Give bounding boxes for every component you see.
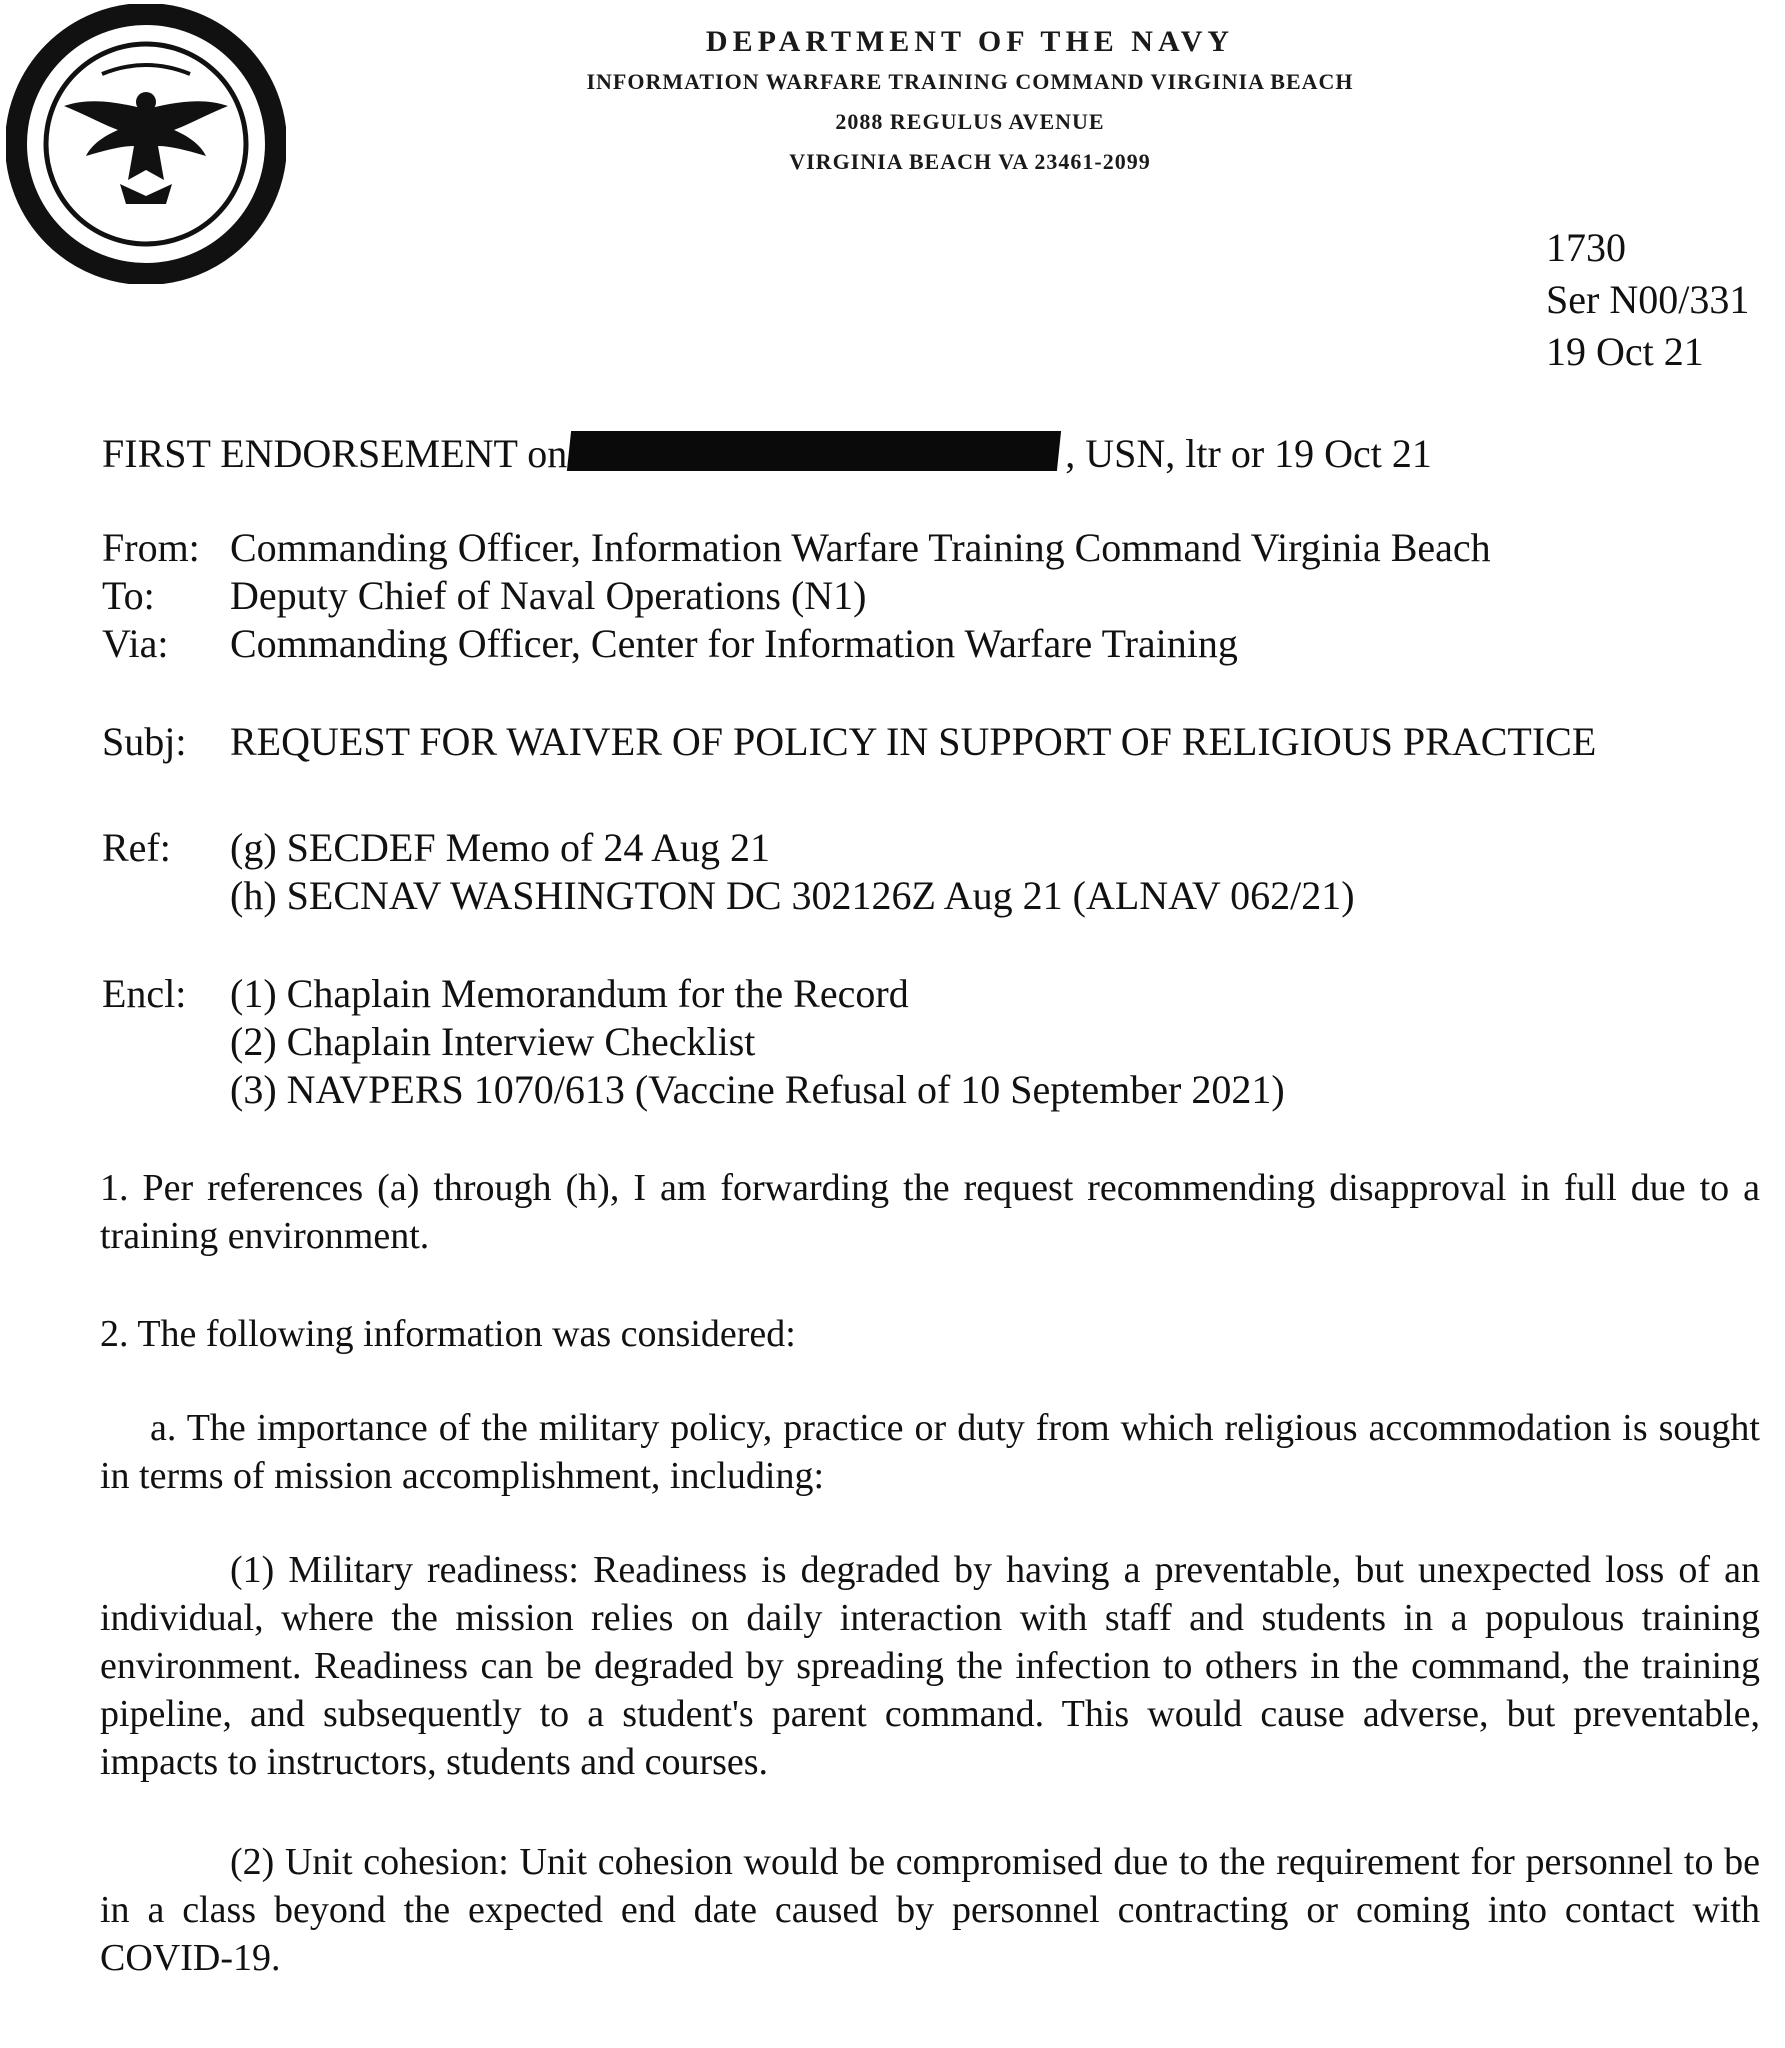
paragraph-1: 1. Per references (a) through (h), I am forwarding the request recommending disapproval in full due to a training environment. [100,1167,1760,1257]
from-label: From: [102,525,200,570]
subject-label: Subj: [102,719,187,764]
dod-seal-icon [6,4,286,284]
from-value: Commanding Officer, Information Warfare Training Command Virginia Beach [230,525,1491,570]
to-label: To: [102,573,155,618]
paragraph-2a: a. The importance of the military policy, practice or duty from which religious accommodation is sought in terms of mission accomplishment, including: [100,1407,1760,1497]
endorsement-suffix: , USN, ltr or 19 Oct 21 [1065,431,1432,476]
endorsement-prefix: FIRST ENDORSEMENT on [102,431,568,476]
redaction-bar [567,431,1061,471]
paragraph-2a1: (1) Military readiness: Readiness is degraded by having a preventable, but unexpected loss of an individual, where the mission relies on daily interaction with staff and students in a populous training environment. Readiness can be degraded by spreading the infection to others in the command, the training pipeline, and subsequently to a student's parent command. This would cause adverse, but preventable, impacts to instructors, students and courses. [100,1549,1760,1783]
enclosure-line [102,970,909,1018]
document-date: 19 Oct 21 [1546,329,1704,374]
ssic-code: 1730 [1546,225,1626,270]
endorsement-line [102,428,1432,480]
enclosure-item: (3) NAVPERS 1070/613 (Vaccine Refusal of 10 September 2021) [230,1067,1285,1112]
subject-line [102,718,1596,766]
reference-item: (g) SECDEF Memo of 24 Aug 21 [230,825,770,870]
reference-line [102,824,770,872]
via-value: Commanding Officer, Center for Information Warfare Training [230,621,1238,666]
enclosure-label: Encl: [102,971,187,1016]
to-value: Deputy Chief of Naval Operations (N1) [230,573,867,618]
letterhead-street: 2088 REGULUS AVENUE [835,109,1105,134]
enclosure-item: (2) Chaplain Interview Checklist [230,1019,756,1064]
paragraph-2: 2. The following information was considered: [100,1313,796,1355]
paragraph-2a2: (2) Unit cohesion: Unit cohesion would be compromised due to the requirement for personnel to be in a class beyond the expected end date caused by personnel contracting or coming into contact with COVID-19. [100,1841,1760,1979]
enclosure-item: (1) Chaplain Memorandum for the Record [230,971,909,1016]
from-line [102,524,1491,572]
reference-item: (h) SECNAV WASHINGTON DC 302126Z Aug 21 (ALNAV 062/21) [230,873,1355,918]
via-line [102,620,1238,668]
letterhead-command: INFORMATION WARFARE TRAINING COMMAND VIRGINIA BEACH [586,69,1354,94]
to-line [102,572,866,620]
letterhead-city: VIRGINIA BEACH VA 23461-2099 [789,149,1151,174]
serial-number: Ser N00/331 [1546,277,1750,322]
document-identifiers [1546,222,1749,378]
subject-value: REQUEST FOR WAIVER OF POLICY IN SUPPORT OF RELIGIOUS PRACTICE [230,719,1597,764]
reference-label: Ref: [102,825,171,870]
letterhead [480,22,1460,182]
letterhead-title: DEPARTMENT OF THE NAVY [705,25,1235,58]
via-label: Via: [102,621,169,666]
